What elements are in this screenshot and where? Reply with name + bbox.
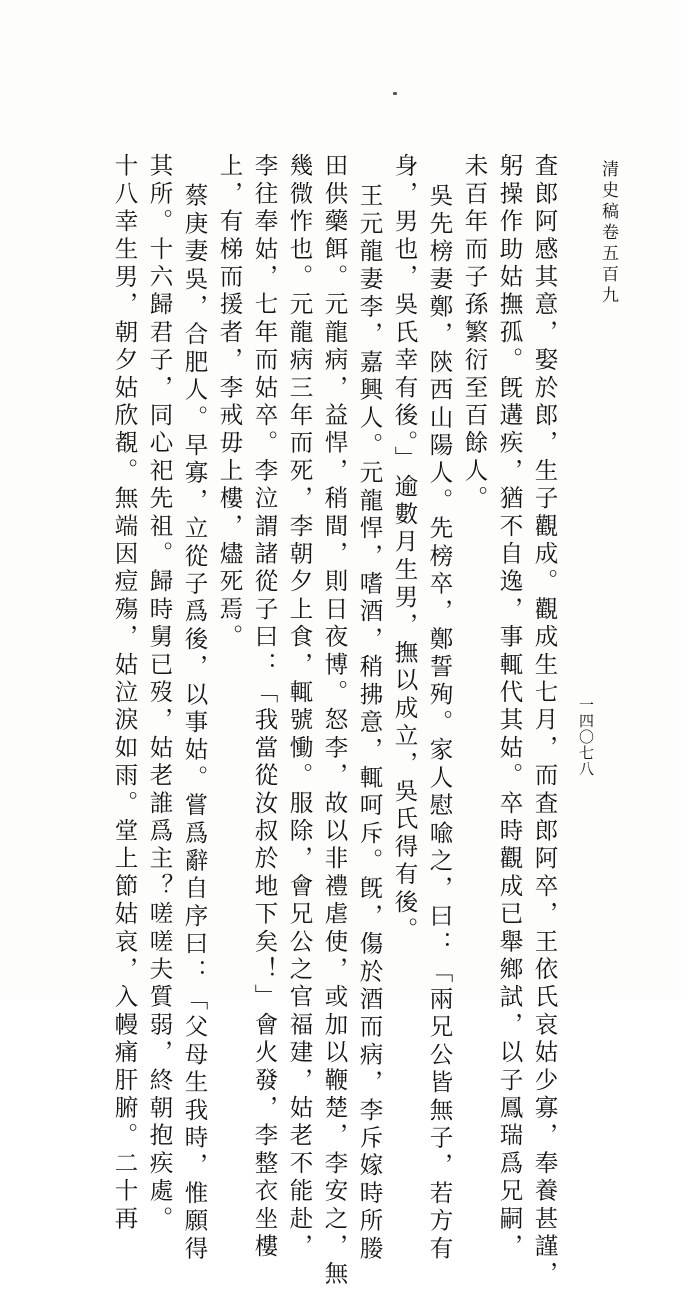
text-column-7: 田供藥餌。元龍病，益悍，稍間，則日夜博。怒李，故以非禮虐使，或加以鞭楚，李安之，無: [320, 153, 349, 1289]
text-column-12: 其所。十六歸君子，同心祀先祖。歸時舅已歿，姑老誰爲主？嗟嗟夫質弱，終朝抱疾處。: [145, 153, 174, 1234]
text-column-11: 蔡庚妻吳，合肥人。早寡，立從子爲後，以事姑。嘗爲辭自序曰：「父母生我時，惟願得: [180, 183, 209, 1264]
text-column-1: 査郎阿感其意，娶於郎，生子觀成。觀成生七月，而査郎阿卒，王依氏哀姑少寡，奉養甚謹，: [530, 153, 559, 1289]
text-column-5: 身，男也，吳氏幸有後。」逾數月生男，撫以成立，吳氏得有後。: [390, 153, 419, 945]
text-column-3: 未百年而子孫繁衍至百餘人。: [460, 153, 489, 514]
text-column-2: 躬操作助姑撫孤。旣遘疾，猶不自逸，事輒代其姑。卒時觀成已舉鄉試，以子鳳瑞爲兄嗣，: [495, 153, 524, 1261]
scan-speck: [393, 92, 397, 95]
text-column-4: 吳先榜妻鄭，陝西山陽人。先榜卒，鄭誓殉。家人慰喩之，曰：「兩兄公皆無子，若方有: [425, 183, 454, 1264]
text-column-10: 上，有梯而援者，李戒毋上樓，燼死焉。: [215, 153, 244, 652]
running-header-title: 清史稿卷五百九: [598, 160, 618, 307]
text-column-9: 李往奉姑，七年而姑卒。李泣謂諸從子曰：「我當從汝叔於地下矣！」會火發，李整衣坐樓: [250, 153, 279, 1261]
text-column-8: 幾微怍也。元龍病三年而死，李朝夕上食，輒號慟。服除，會兄公之官福建，姑老不能赴，: [285, 153, 314, 1261]
text-column-13: 十八幸生男，朝夕姑欣覩。無端因痘殤，姑泣淚如雨。堂上節姑哀，入幔痛肝腑。二十再: [110, 153, 139, 1234]
text-column-6: 王元龍妻李，嘉興人。元龍悍，嗜酒，稍拂意，輒呵斥。旣，傷於酒而病，李斥嫁時所媵: [355, 183, 384, 1264]
page-number: 一四〇七八: [577, 697, 595, 777]
